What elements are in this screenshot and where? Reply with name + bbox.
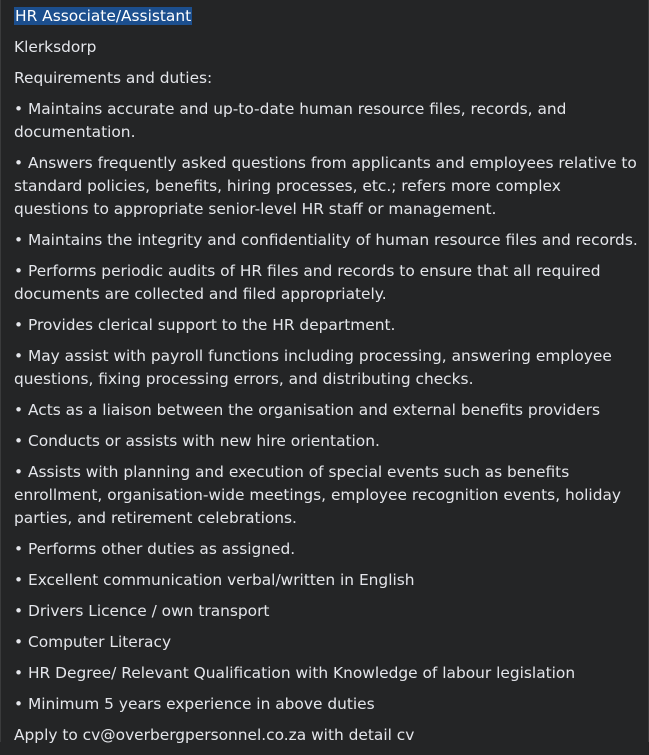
requirement-item: • Computer Literacy	[14, 633, 172, 651]
duty-item: • May assist with payroll functions including processing, answering employee questions, fixing processing errors, and distributing checks.	[14, 347, 612, 388]
post-body	[14, 5, 638, 755]
duty-item: • Conducts or assists with new hire orientation.	[14, 432, 380, 450]
job-title[interactable]: HR Associate/Assistant	[15, 7, 192, 25]
duty-item: • Assists with planning and execution of special events such as benefits enrollment, organisation-wide meetings, employee recognition events, holiday parties, and retirement celebrations.	[14, 463, 622, 527]
requirement-item: • HR Degree/ Relevant Qualification with Knowledge of labour legislation	[14, 664, 576, 682]
requirements-heading: Requirements and duties:	[14, 69, 213, 87]
requirement-item: • Drivers Licence / own transport	[14, 602, 270, 620]
job-title-line	[14, 5, 638, 28]
job-location: Klerksdorp	[14, 38, 97, 56]
requirement-item: • Minimum 5 years experience in above duties	[14, 695, 375, 713]
apply-instructions: Apply to cv@overbergpersonnel.co.za with detail cv	[14, 726, 415, 744]
duty-item: • Provides clerical support to the HR department.	[14, 316, 396, 334]
duty-item: • Maintains accurate and up-to-date human resource files, records, and documentation.	[14, 100, 567, 141]
requirement-item: • Excellent communication verbal/written in English	[14, 571, 415, 589]
duty-item: • Performs other duties as assigned.	[14, 540, 296, 558]
duty-item: • Performs periodic audits of HR files and records to ensure that all required documents are collected and filed appropriately.	[14, 262, 601, 303]
duty-item: • Acts as a liaison between the organisation and external benefits providers	[14, 401, 601, 419]
duty-item: • Maintains the integrity and confidentiality of human resource files and records.	[14, 231, 638, 249]
duty-item: • Answers frequently asked questions from applicants and employees relative to standard policies, benefits, hiring processes, etc.; refers more complex questions to appropriate senior-level HR staff or management.	[14, 154, 637, 218]
